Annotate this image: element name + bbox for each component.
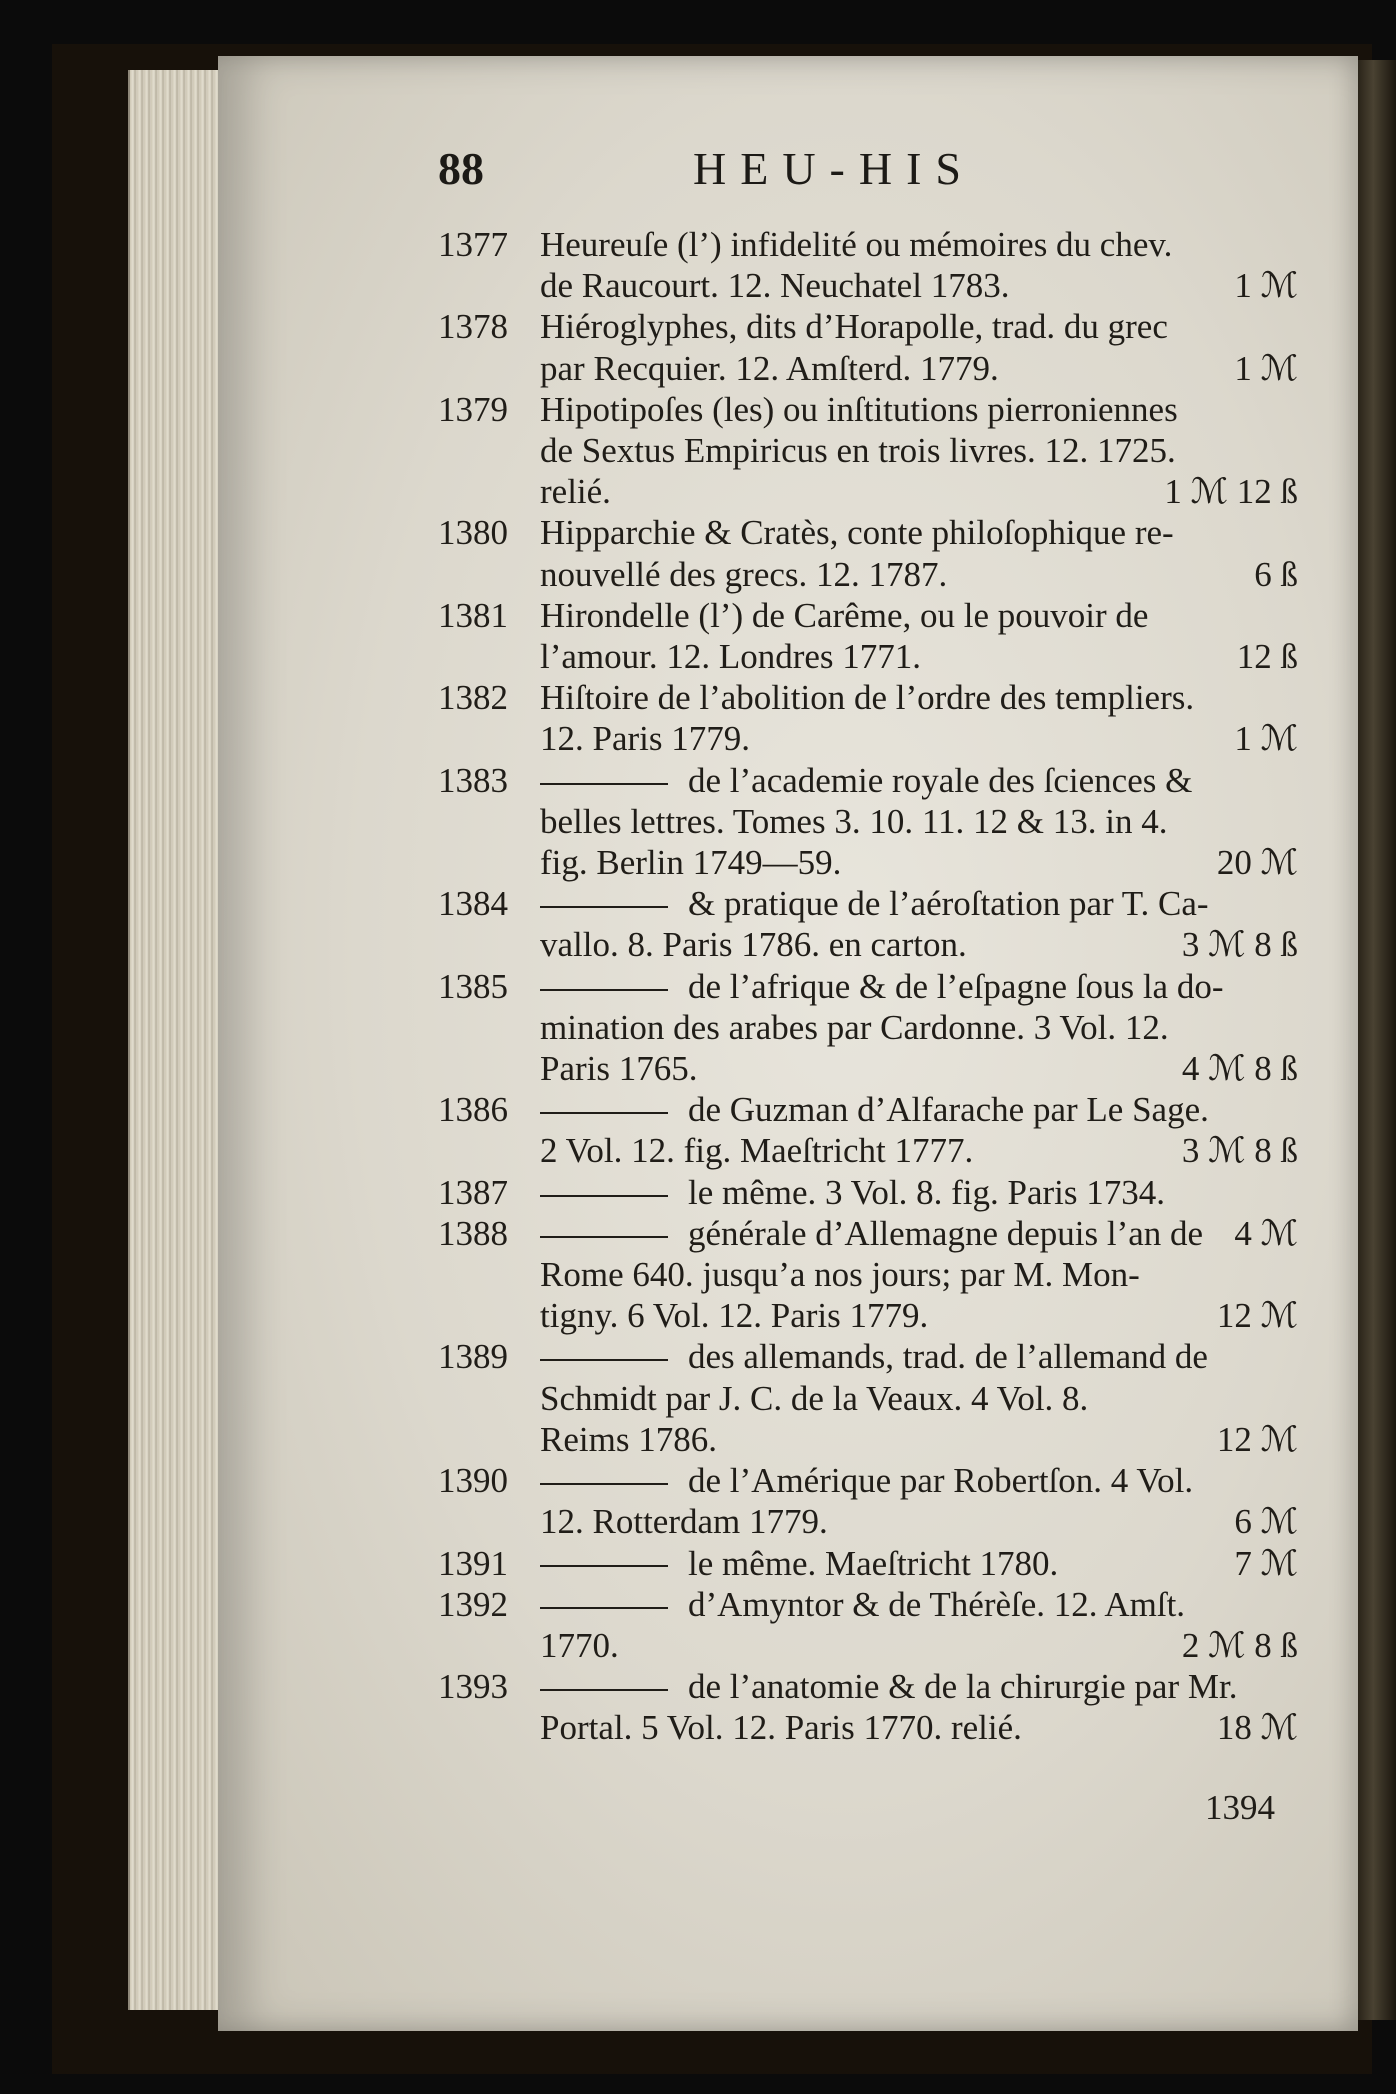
entry-price: 1 ℳ	[1234, 266, 1298, 306]
entry-text: relié.	[540, 472, 611, 512]
entry-line	[540, 1336, 1298, 1377]
catalogue-entry	[438, 1543, 1298, 1584]
catalogue-entry	[438, 1460, 1298, 1542]
entry-text: Hirondelle (l’) de Carême, ou le pouvoir de	[540, 595, 1149, 635]
entry-price: 1 ℳ 12 ß	[1164, 472, 1298, 512]
ditto-dash	[540, 1195, 668, 1197]
entry-line	[540, 636, 1298, 677]
entry-line	[540, 348, 1298, 389]
entry-line	[540, 512, 1298, 553]
entry-number: 1391	[438, 1543, 508, 1583]
ditto-dash	[540, 1565, 668, 1567]
ditto-dash	[540, 783, 668, 785]
ditto-dash	[540, 1483, 668, 1485]
entry-line	[540, 1089, 1298, 1130]
entry-line	[540, 760, 1298, 801]
entry-text: des allemands, trad. de l’allemand de	[688, 1337, 1208, 1377]
entry-number: 1378	[438, 307, 508, 347]
catalogue-entry	[438, 1213, 1298, 1337]
catchword: 1394	[1205, 1788, 1275, 1827]
catalogue-entry	[438, 224, 1298, 306]
entry-text: Hipotipoſes (les) ou inſtitutions pierroniennes	[540, 389, 1178, 429]
entry-text: fig. Berlin 1749—59.	[540, 843, 842, 883]
ditto-dash	[540, 906, 668, 908]
entry-text: nouvellé des grecs. 12. 1787.	[540, 554, 948, 594]
entry-line	[540, 1707, 1298, 1748]
catalogue-entry	[438, 883, 1298, 965]
entry-line	[540, 1543, 1298, 1584]
ditto-dash	[540, 989, 668, 991]
entry-number: 1392	[438, 1584, 508, 1624]
entry-line	[540, 801, 1298, 842]
entry-line	[540, 1007, 1298, 1048]
entry-line	[540, 924, 1298, 965]
entry-line	[540, 1048, 1298, 1089]
entry-text: Schmidt par J. C. de la Veaux. 4 Vol. 8.	[540, 1378, 1089, 1418]
entry-number: 1386	[438, 1090, 508, 1130]
entry-line	[540, 265, 1298, 306]
entry-price: 12 ℳ	[1216, 1419, 1298, 1459]
entry-price: 6 ℳ	[1234, 1502, 1298, 1542]
entry-line	[540, 224, 1298, 265]
entry-line	[540, 677, 1298, 718]
entry-line	[540, 883, 1298, 924]
entry-line	[540, 1625, 1298, 1666]
entry-price: 3 ℳ 8 ß	[1181, 1131, 1298, 1171]
entry-text: de Guzman d’Alfarache par Le Sage.	[688, 1090, 1209, 1130]
entry-text: de Sextus Empiricus en trois livres. 12. 1725.	[540, 431, 1176, 471]
entry-number: 1387	[438, 1172, 508, 1212]
entry-price: 3 ℳ 8 ß	[1181, 925, 1298, 965]
catalogue-entry	[438, 760, 1298, 884]
entry-text: Hipparchie & Cratès, conte philoſophique re-	[540, 513, 1174, 553]
catalogue-entry	[438, 677, 1298, 759]
entry-text: 12. Rotterdam 1779.	[540, 1502, 828, 1542]
entry-price: 18 ℳ	[1216, 1708, 1298, 1748]
catalogue-entry	[438, 966, 1298, 1090]
entry-text: 12. Paris 1779.	[540, 719, 750, 759]
entry-number: 1390	[438, 1461, 508, 1501]
entry-price: 1 ℳ	[1234, 719, 1298, 759]
entry-number: 1389	[438, 1337, 508, 1377]
entry-number: 1385	[438, 966, 508, 1006]
entry-text: de l’afrique & de l’eſpagne ſous la do-	[688, 966, 1224, 1006]
entry-line	[540, 1295, 1298, 1336]
entry-text: Heureuſe (l’) infidelité ou mémoires du chev.	[540, 225, 1173, 264]
entry-line	[540, 1501, 1298, 1542]
entry-number: 1380	[438, 513, 508, 553]
entry-line	[540, 1460, 1298, 1501]
entry-line	[540, 1584, 1298, 1625]
ditto-dash	[540, 1236, 668, 1238]
catalogue-entry	[438, 1336, 1298, 1460]
entry-text: vallo. 8. Paris 1786. en carton.	[540, 925, 967, 965]
running-head: HEU-HIS	[693, 143, 975, 194]
catalogue-entry	[438, 1584, 1298, 1666]
entry-line	[540, 554, 1298, 595]
catalogue-entry	[438, 512, 1298, 594]
entry-price: 20 ℳ	[1216, 843, 1298, 883]
entry-line	[540, 595, 1298, 636]
entry-price: 6 ß	[1254, 554, 1298, 594]
entry-text: de Raucourt. 12. Neuchatel 1783.	[540, 266, 1010, 306]
entry-text: Rome 640. jusqu’a nos jours; par M. Mon-	[540, 1255, 1140, 1295]
ditto-dash	[540, 1689, 668, 1691]
entry-text: Hiéroglyphes, dits d’Horapolle, trad. du grec	[540, 307, 1168, 347]
entry-number: 1383	[438, 760, 508, 800]
entry-price: 12 ℳ	[1216, 1296, 1298, 1336]
entry-line	[540, 1213, 1298, 1254]
entry-price: 12 ß	[1236, 637, 1298, 677]
entry-line	[540, 1666, 1298, 1707]
entry-number: 1382	[438, 678, 508, 718]
entry-line	[540, 966, 1298, 1007]
entry-price: 4 ℳ 8 ß	[1181, 1049, 1298, 1089]
entry-line	[540, 1378, 1298, 1419]
entry-number: 1393	[438, 1667, 508, 1707]
entry-line	[540, 389, 1298, 430]
entry-text: de l’anatomie & de la chirurgie par Mr.	[688, 1667, 1238, 1707]
catalogue-entry	[438, 389, 1298, 513]
ditto-dash	[540, 1607, 668, 1609]
entry-number: 1388	[438, 1213, 508, 1253]
entry-number: 1384	[438, 884, 508, 924]
catalogue-entry	[438, 1089, 1298, 1171]
entry-text: Portal. 5 Vol. 12. Paris 1770. relié.	[540, 1708, 1022, 1748]
entry-price: 7 ℳ	[1234, 1543, 1298, 1583]
page-header	[438, 142, 1328, 202]
entry-text: de l’academie royale des ſciences &	[688, 760, 1193, 800]
entry-text: le même. 3 Vol. 8. fig. Paris 1734.	[688, 1172, 1166, 1212]
entry-text: l’amour. 12. Londres 1771.	[540, 637, 922, 677]
entry-line	[540, 430, 1298, 471]
entry-text: 2 Vol. 12. fig. Maeſtricht 1777.	[540, 1131, 974, 1171]
entry-price: 4 ℳ	[1234, 1213, 1298, 1253]
entry-number: 1379	[438, 389, 508, 429]
entry-text: & pratique de l’aéroſtation par T. Ca-	[688, 884, 1209, 924]
entry-line	[540, 718, 1298, 759]
entry-text: tigny. 6 Vol. 12. Paris 1779.	[540, 1296, 929, 1336]
entry-number: 1377	[438, 225, 508, 264]
entry-line	[540, 842, 1298, 883]
catalogue-entries	[438, 224, 1298, 1749]
entry-text: mination des arabes par Cardonne. 3 Vol. 12.	[540, 1007, 1169, 1047]
entry-line	[540, 1419, 1298, 1460]
entry-text: Reims 1786.	[540, 1419, 717, 1459]
entry-text: générale d’Allemagne depuis l’an de	[688, 1213, 1204, 1253]
catalogue-entry	[438, 595, 1298, 677]
facing-page-edge	[1358, 60, 1396, 2020]
entry-text: d’Amyntor & de Thérèſe. 12. Amſt.	[688, 1584, 1186, 1624]
entry-line	[540, 1130, 1298, 1171]
entry-text: le même. Maeſtricht 1780.	[688, 1543, 1059, 1583]
ditto-dash	[540, 1112, 668, 1114]
entry-text: belles lettres. Tomes 3. 10. 11. 12 & 13. in 4.	[540, 801, 1168, 841]
ditto-dash	[540, 1359, 668, 1361]
entry-text: 1770.	[540, 1625, 619, 1665]
entry-price: 2 ℳ 8 ß	[1181, 1625, 1298, 1665]
entry-text: Paris 1765.	[540, 1049, 698, 1089]
entry-price: 1 ℳ	[1234, 348, 1298, 388]
entry-number: 1381	[438, 595, 508, 635]
entry-line	[540, 471, 1298, 512]
catalogue-entry	[438, 1666, 1298, 1748]
entry-text: par Recquier. 12. Amſterd. 1779.	[540, 348, 999, 388]
entry-line	[540, 306, 1298, 347]
page-number: 88	[438, 143, 484, 194]
entry-line	[540, 1254, 1298, 1295]
catalogue-entry	[438, 306, 1298, 388]
entry-text: de l’Amérique par Robertſon. 4 Vol.	[688, 1461, 1194, 1501]
entry-text: Hiſtoire de l’abolition de l’ordre des templiers.	[540, 678, 1195, 718]
entry-line	[540, 1172, 1298, 1213]
